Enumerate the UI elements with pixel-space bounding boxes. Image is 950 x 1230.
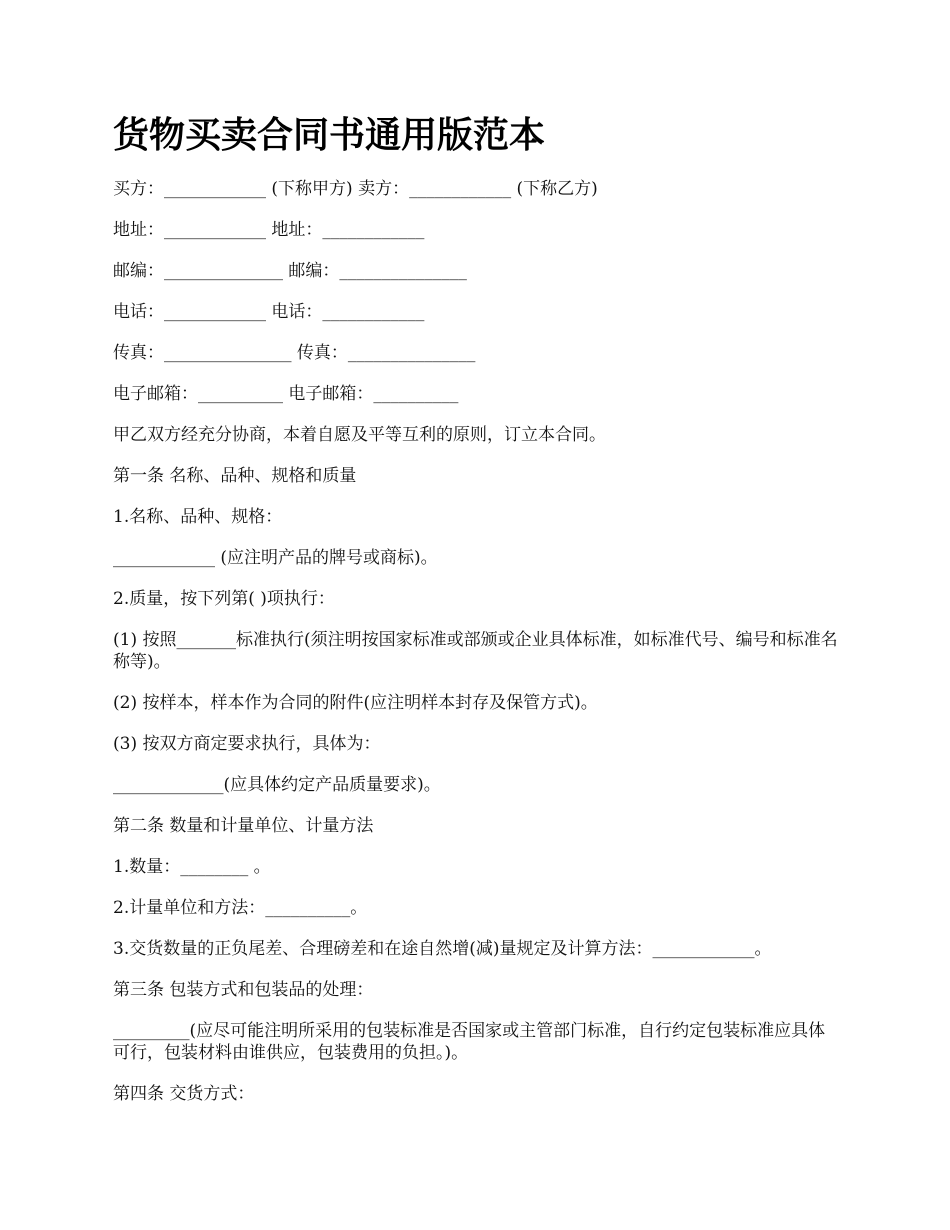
article-4-heading: 第四条 交货方式：: [113, 1084, 255, 1104]
document-title: 货物买卖合同书通用版范本: [113, 115, 546, 156]
clause-1-2-option-3: (3) 按双方商定要求执行，具体为：: [113, 734, 381, 754]
fax-line: 传真：_______________ 传真：_______________: [113, 343, 476, 363]
article-2-heading: 第二条 数量和计量单位、计量方法: [113, 816, 374, 836]
phone-line: 电话：____________ 电话：____________: [113, 302, 425, 322]
clause-3-body: _________(应尽可能注明所采用的包装标准是否国家或主管部门标准，自行约定包装标准应具体可行，包装材料由谁供应，包装费用的负担。)。: [113, 1021, 826, 1063]
clause-1-2-option-3-blank: _____________(应具体约定产品质量要求)。: [113, 775, 441, 795]
clause-2-2: 2.计量单位和方法：__________。: [113, 898, 368, 918]
clause-1-2-option-1: (1) 按照_______标准执行(须注明按国家标准或部颁或企业具体标准，如标准代号、编号和标准名称等)。: [113, 630, 838, 672]
document-body: [113, 178, 838, 1124]
clause-1-2: 2.质量，按下列第( )项执行：: [113, 589, 335, 609]
clause-1-1-blank: ____________ (应注明产品的牌号或商标)。: [113, 548, 438, 568]
buyer-seller-line: 买方：____________ (下称甲方) 卖方：____________ (下称乙方): [113, 179, 598, 199]
clause-2-3: 3.交货数量的正负尾差、合理磅差和在途自然增(减)量规定及计算方法：____________。: [113, 939, 772, 959]
article-3-heading: 第三条 包装方式和包装品的处理：: [113, 980, 374, 1000]
preamble-paragraph: 甲乙双方经充分协商，本着自愿及平等互利的原则，订立本合同。: [113, 425, 606, 445]
clause-2-1: 1.数量：________ 。: [113, 857, 271, 877]
postcode-line: 邮编：______________ 邮编：_______________: [113, 261, 467, 281]
clause-1-2-option-2: (2) 按样本，样本作为合同的附件(应注明样本封存及保管方式)。: [113, 693, 598, 713]
email-line: 电子邮箱：__________ 电子邮箱：__________: [113, 384, 459, 404]
clause-1-1: 1.名称、品种、规格：: [113, 507, 283, 527]
article-1-heading: 第一条 名称、品种、规格和质量: [113, 466, 357, 486]
address-line: 地址：____________ 地址：____________: [113, 220, 425, 240]
